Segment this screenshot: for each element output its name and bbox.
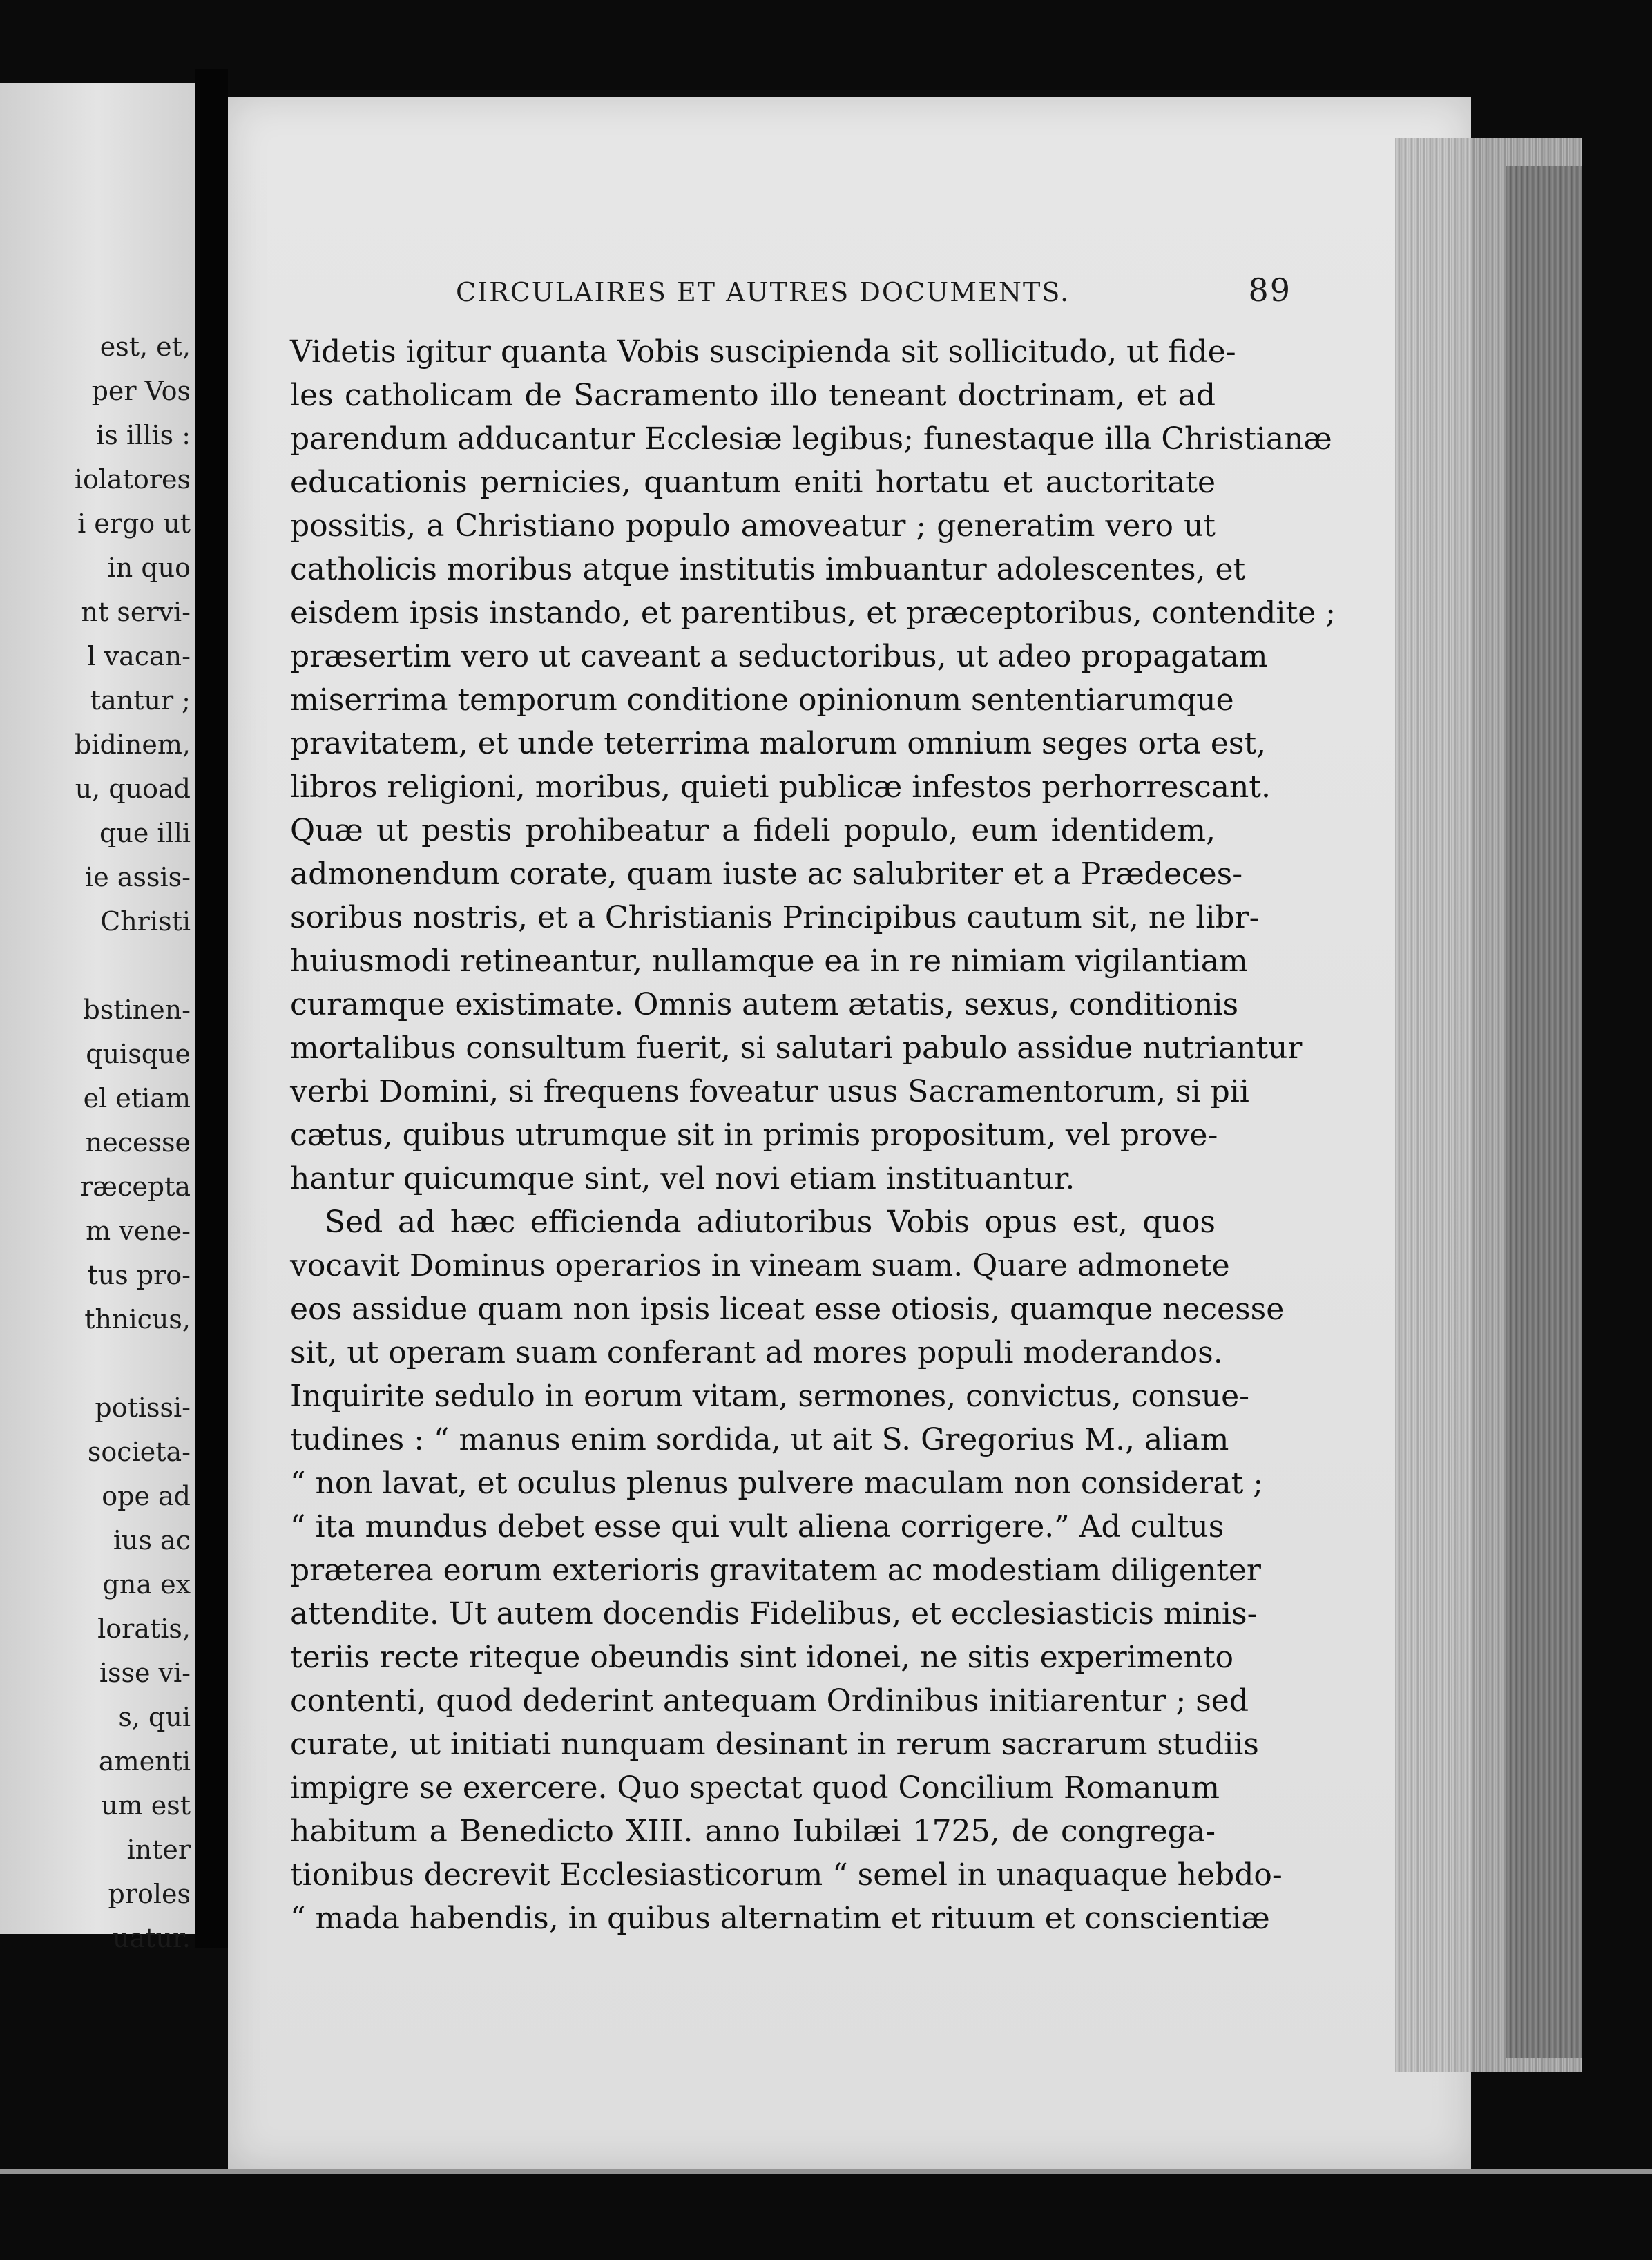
book-gutter (195, 69, 228, 1948)
left-page-line: iolatores (74, 464, 191, 495)
text-line: Inquirite sedulo in eorum vitam, sermones, convictus, consue- (290, 1379, 1250, 1414)
page-number: 89 (1248, 271, 1291, 309)
text-line: verbi Domini, si frequens foveatur usus Sacramentorum, si pii (290, 1074, 1249, 1109)
left-page-line: ius ac (113, 1525, 191, 1555)
text-line: “ non lavat, et oculus plenus pulvere maculam non considerat ; (290, 1466, 1264, 1501)
text-line: huiusmodi retineantur, nullamque ea in re nimiam vigilantiam (290, 944, 1248, 979)
text-line: vocavit Dominus operarios in vineam suam. Quare admonete (290, 1248, 1230, 1283)
text-line: miserrima temporum conditione opinionum sententiarumque (290, 682, 1234, 718)
text-line: curamque existimate. Omnis autem ætatis, sexus, conditionis (290, 987, 1239, 1022)
left-page-line: gna ex (102, 1569, 191, 1600)
text-line: habitum a Benedicto XIII. anno Iubilæi 1725, de congrega- (290, 1814, 1216, 1849)
left-page-line: ræcepta (80, 1171, 191, 1202)
text-line: impigre se exercere. Quo spectat quod Concilium Romanum (290, 1770, 1220, 1806)
text-line: “ mada habendis, in quibus alternatim et rituum et conscientiæ (290, 1901, 1270, 1936)
text-line: attendite. Ut autem docendis Fidelibus, et ecclesiasticis minis- (290, 1596, 1258, 1631)
text-line: contenti, quod dederint antequam Ordinibus initiarentur ; sed (290, 1683, 1249, 1718)
text-line: eos assidue quam non ipsis liceat esse otiosis, quamque necesse (290, 1292, 1285, 1327)
left-page-line: Christi (100, 906, 191, 937)
left-page-fragment (0, 83, 195, 1953)
text-line: pravitatem, et unde teterrima malorum omnium seges orta est, (290, 726, 1267, 761)
scan-artifact-line (0, 2169, 1652, 2174)
left-page-line: uatur. (113, 1923, 191, 1953)
left-page-line: que illi (99, 818, 191, 848)
left-page-line: tus pro- (87, 1260, 191, 1290)
left-page-line: isse vi- (99, 1658, 191, 1688)
left-page-line: i ergo ut (77, 508, 191, 539)
body-text (290, 330, 1336, 1940)
text-line: parendum adducantur Ecclesiæ legibus; funestaque illa Christianæ (290, 421, 1332, 457)
text-line: libros religioni, moribus, quieti publicæ infestos perhorrescant. (290, 769, 1271, 805)
left-page-line: proles (108, 1879, 191, 1909)
left-page-line: l vacan- (87, 641, 191, 671)
left-page-line: in quo (107, 553, 191, 583)
left-page-line: m vene- (86, 1216, 191, 1246)
left-page-line: nt servi- (81, 597, 191, 627)
left-page-line: u, quoad (75, 774, 191, 804)
left-page-line: is illis : (96, 420, 191, 450)
left-page-line: quisque (86, 1039, 191, 1069)
left-page-line: per Vos (91, 376, 191, 406)
left-page-line: ie assis- (85, 862, 191, 892)
text-line: educationis pernicies, quantum eniti hortatu et auctoritate (290, 465, 1216, 500)
left-page-line: ope ad (102, 1481, 191, 1511)
left-page-line: est, et, (99, 332, 191, 362)
text-line: catholicis moribus atque institutis imbuantur adolescentes, et (290, 552, 1246, 587)
left-page-line: tantur ; (90, 685, 191, 716)
text-line: Videtis igitur quanta Vobis suscipienda sit sollicitudo, ut fide- (290, 334, 1236, 370)
left-page-line: bstinen- (83, 995, 191, 1025)
page-edges-shadow (1506, 166, 1582, 2058)
text-line: curate, ut initiati nunquam desinant in rerum sacrarum studiis (290, 1727, 1259, 1762)
page-header (456, 271, 1291, 320)
text-line: tudines : “ manus enim sordida, ut ait S. Gregorius M., aliam (290, 1422, 1229, 1457)
left-page-line: el etiam (83, 1083, 191, 1113)
text-line: eisdem ipsis instando, et parentibus, et præceptoribus, contendite ; (290, 595, 1336, 631)
text-line: les catholicam de Sacramento illo teneant doctrinam, et ad (290, 378, 1216, 413)
text-line: cætus, quibus utrumque sit in primis propositum, vel prove- (290, 1118, 1218, 1153)
text-line: admonendum corate, quam iuste ac salubriter et a Prædeces- (290, 856, 1243, 892)
text-line: præterea eorum exterioris gravitatem ac modestiam diligenter (290, 1553, 1261, 1588)
text-line: “ ita mundus debet esse qui vult aliena corrigere.” Ad cultus (290, 1509, 1224, 1544)
left-page-line (25, 944, 191, 988)
text-line: sit, ut operam suam conferant ad mores populi moderandos. (290, 1335, 1223, 1370)
left-page-line (25, 1341, 191, 1386)
left-page-line: societa- (87, 1437, 191, 1467)
text-line: Quæ ut pestis prohibeatur a fideli populo, eum identidem, (290, 813, 1216, 848)
left-page-line: amenti (98, 1746, 191, 1777)
left-page-line: thnicus, (84, 1304, 191, 1334)
left-page-line: inter (126, 1835, 191, 1865)
text-line: tionibus decrevit Ecclesiasticorum “ semel in unaquaque hebdo- (290, 1857, 1283, 1893)
text-line: Sed ad hæc efficienda adiutoribus Vobis opus est, quos (325, 1205, 1216, 1240)
left-page-line: necesse (85, 1127, 191, 1158)
text-line: possitis, a Christiano populo amoveatur ; generatim vero ut (290, 508, 1216, 544)
left-page-line: bidinem, (74, 729, 191, 760)
text-line: teriis recte riteque obeundis sint idonei, ne sitis experimento (290, 1640, 1233, 1675)
text-line: præsertim vero ut caveant a seductoribus, ut adeo propagatam (290, 639, 1268, 674)
text-line: hantur quicumque sint, vel novi etiam instituantur. (290, 1161, 1075, 1196)
left-page-line: s, qui (118, 1702, 191, 1732)
text-line: mortalibus consultum fuerit, si salutari pabulo assidue nutriantur (290, 1031, 1303, 1066)
left-page-line: loratis, (97, 1613, 191, 1644)
text-line: soribus nostris, et a Christianis Principibus cautum sit, ne libr- (290, 900, 1260, 935)
left-page-text (25, 325, 191, 1960)
running-head: CIRCULAIRES ET AUTRES DOCUMENTS. (456, 277, 1070, 307)
left-page-line: um est (101, 1790, 191, 1821)
left-page-line: potissi- (95, 1392, 191, 1423)
